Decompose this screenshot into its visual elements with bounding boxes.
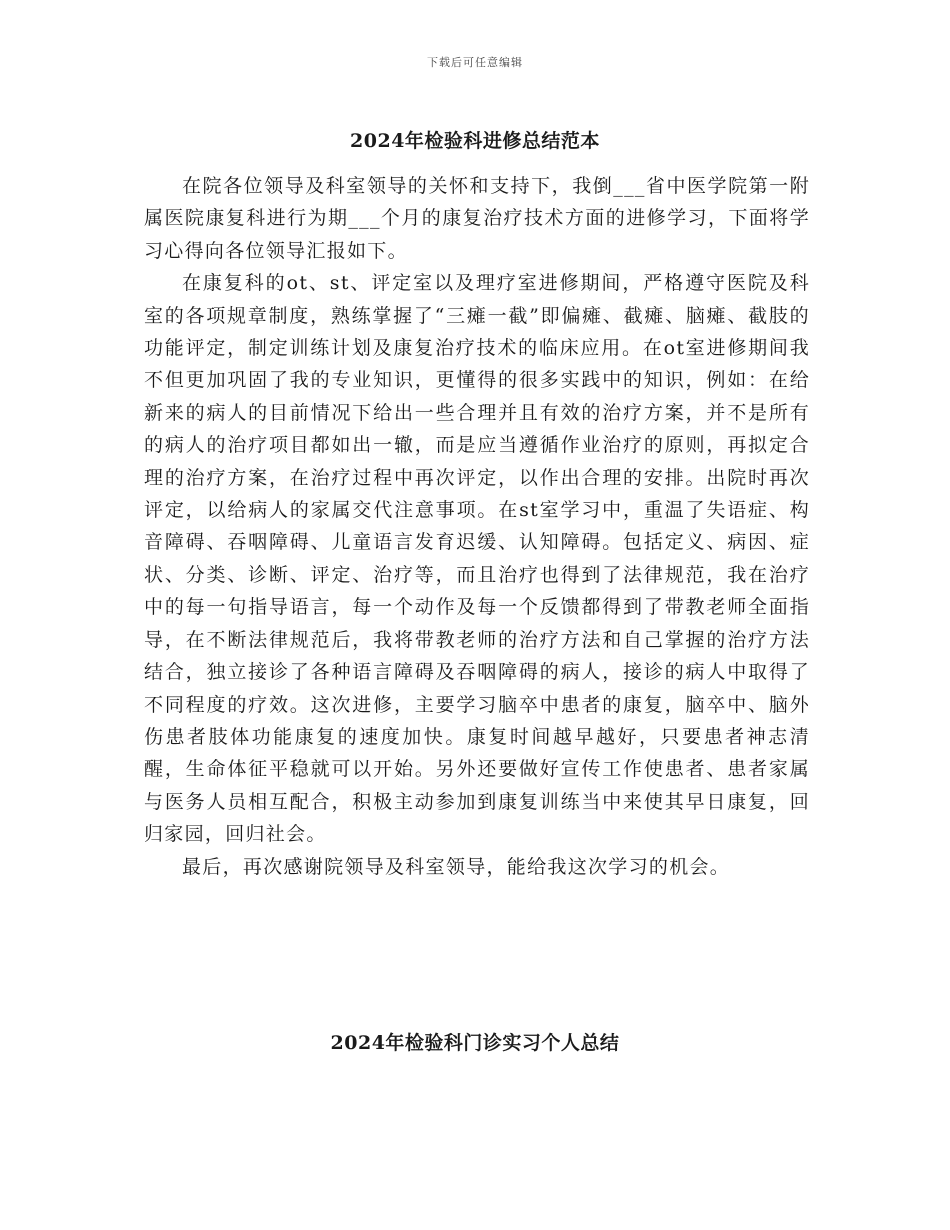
document-body (144, 170, 810, 883)
next-section-title: 2024年检验科门诊实习个人总结 (330, 1032, 620, 1054)
document-title: 2024年检验科进修总结范本 (350, 130, 600, 152)
paragraph-closing: 最后，再次感谢院领导及科室领导，能给我这次学习的机会。 (182, 855, 731, 878)
paragraph-main: 在康复科的ot、st、评定室以及理疗室进修期间，严格遵守医院及科室的各项规章制度，熟练掌握了“三瘫一截”即偏瘫、截瘫、脑瘫、截肢的功能评定，制定训练计划及康复治疗技术的临床应用。在ot室进修期间我不但更加巩固了我的专业知识，更懂得的很多实践中的知识，例如：在给新来的病人的目前情况下给出一些合理并且有效的治疗方案，并不是所有的病人的治疗项目都如出一辙，而是应当遵循作业治疗的原则，再拟定合理的治疗方案，在治疗过程中再次评定，以作出合理的安排。出院时再次评定，以给病人的家属交代注意事项。在st室学习中，重温了失语症、构音障碍、吞咽障碍、儿童语言发育迟缓、认知障碍。包括定义、病因、症状、分类、诊断、评定、治疗等，而且治疗也得到了法律规范，我在治疗中的每一句指导语言，每一个动作及每一个反馈都得到了带教老师全面指导，在不断法律规范后，我将带教老师的治疗方法和自己掌握的治疗方法结合，独立接诊了各种语言障碍及吞咽障碍的病人，接诊的病人中取得了不同程度的疗效。这次进修，主要学习脑卒中患者的康复，脑卒中、脑外伤患者肢体功能康复的速度加快。康复时间越早越好，只要患者神志清醒，生命体征平稳就可以开始。另外还要做好宣传工作使患者、患者家属与医务人员相互配合，积极主动参加到康复训练当中来使其早日康复，回归家园，回归社会。 (144, 272, 810, 846)
page-header-note: 下载后可任意编辑 (427, 56, 523, 69)
paragraph-intro: 在院各位领导及科室领导的关怀和支持下，我倒___省中医学院第一附属医院康复科进行为期___个月的康复治疗技术方面的进修学习，下面将学习心得向各位领导汇报如下。 (144, 175, 810, 262)
